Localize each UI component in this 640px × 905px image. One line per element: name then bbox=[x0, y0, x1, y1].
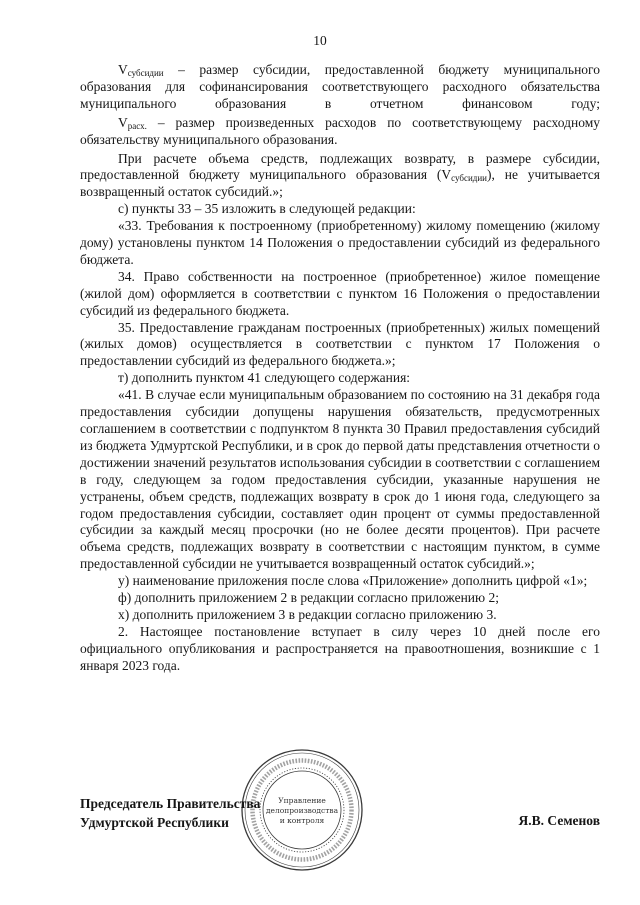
signatory-title-line-1: Председатель Правительства bbox=[80, 796, 261, 811]
paragraph-v-expenses: $V_{расх.}$ – размер произведенных расходов по соответствующему расходному обязательству муниципального образования. bbox=[80, 114, 600, 147]
paragraph-point-33: «33. Требования к построенному (приобретенному) жилому помещению (жилому дому) установлены пунктом 14 Положения о предоставлении субсидий из федерального бюджета. bbox=[80, 218, 600, 267]
seal-inner-text-2: делопроизводства bbox=[265, 806, 339, 815]
seal-inner-text-1: Управление bbox=[278, 796, 326, 805]
signature-block bbox=[80, 795, 600, 855]
paragraph-effective-date: 2. Настоящее постановление вступает в силу через 10 дней после его официального опубликования и распространяется на правоотношения, возникшие с 1 января 2023 года. bbox=[80, 623, 600, 673]
paragraph-item-h: х) дополнить приложением 3 в редакции согласно приложению 3. bbox=[118, 606, 497, 622]
signatory-title-line-2: Удмуртской Республики bbox=[80, 814, 229, 830]
signatory-title bbox=[80, 795, 260, 832]
document-body bbox=[80, 62, 600, 675]
paragraph-point-41: «41. В случае если муниципальным образованием по состоянию на 31 декабря года предоставления субсидии допущены нарушения обязательств, предусмотренных соглашением в соответствии с подпунктом 8 пункта 30 Правил предоставления субсидий из бюджета Удмуртской Республики, и в срок до первой даты представления отчетности о достижении значений результатов использования субсидии в соответствии с соглашением в году, следующем за годом предоставления субсидии, указанные нарушения не устранены, объем средств, подлежащих возврату в срок до 1 июня года, следующего за годом предоставления субсидии, составляет один процент от суммы предоставленной субсидии за каждый месяц просрочки (но не более десяти процентов). При расчете объема средств, подлежащих возврату в соответствии с настоящим пунктом, в сумме предоставленной субсидии не учитывается возвращенный остаток субсидий.»; bbox=[80, 387, 600, 572]
paragraph-point-35: 35. Предоставление гражданам построенных (приобретенных) жилых помещений (жилых домов) осуществляется в соответствии с пунктом 17 Положения о предоставлении субсидий из федерального бюджета.»; bbox=[80, 319, 600, 369]
paragraph-calculation: При расчете объема средств, подлежащих возврату, в размере субсидии, предоставленной бюджету муниципального образования $(V_{субсидии})$, не учитывается возвращенный остаток субсидий.»; bbox=[80, 150, 600, 200]
paragraph-v-subsidy: $V_{субсидии}$ – размер субсидии, предоставленной бюджету муниципального образования для софинансирования соответствующего расходного обязательства муниципального образования в отчетном финансовом году; bbox=[80, 62, 600, 111]
paragraph-item-t: т) дополнить пунктом 41 следующего содержания: bbox=[118, 370, 411, 386]
signatory-name: Я.В. Семенов bbox=[518, 813, 600, 828]
paragraph-point-34: 34. Право собственности на построенное (приобретенное) жилое помещение (жилой дом) оформляется в соответствии с пунктом 16 Положения о предоставлении субсидий из федерального бюджета. bbox=[80, 268, 600, 318]
paragraph-item-c: с) пункты 33 – 35 изложить в следующей редакции: bbox=[118, 201, 416, 217]
paragraph-item-f: ф) дополнить приложением 2 в редакции согласно приложению 2; bbox=[118, 590, 499, 606]
page-number: 10 bbox=[313, 33, 327, 48]
seal-inner-text-3: и контроля bbox=[279, 816, 325, 825]
paragraph-item-u: у) наименование приложения после слова «Приложение» дополнить цифрой «1»; bbox=[118, 573, 588, 589]
